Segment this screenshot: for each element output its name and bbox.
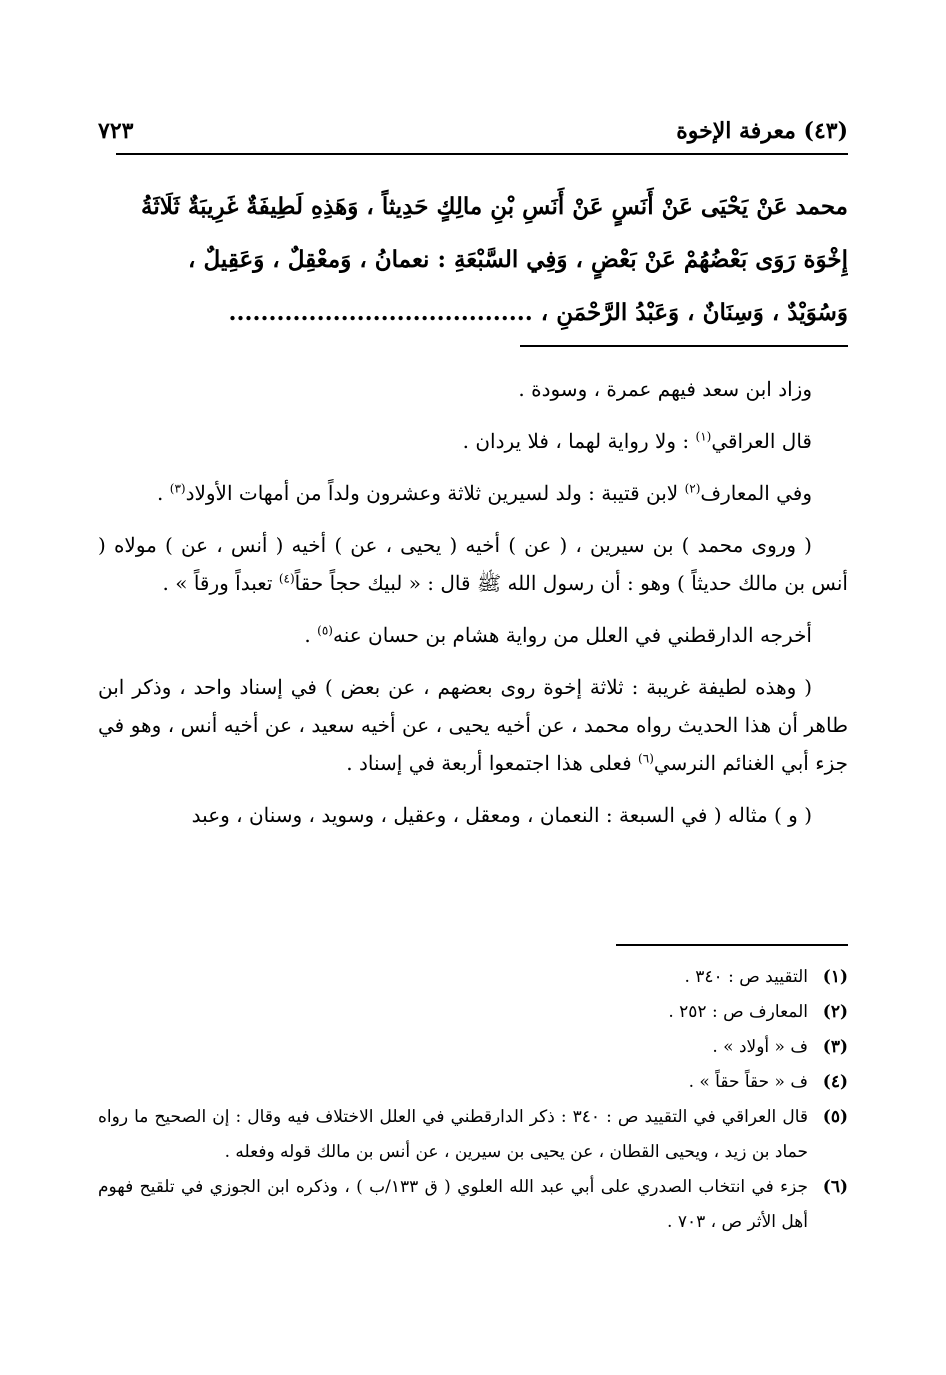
footnote-number: (٥) xyxy=(822,1107,848,1127)
footnote-text: ف « أولاد » . xyxy=(712,1037,808,1057)
text: : ولا رواية لهما ، فلا يردان . xyxy=(462,429,696,453)
page-number: ٧٢٣ xyxy=(98,118,134,144)
matn-line-1: محمد عَنْ يَحْيَى عَنْ أَنَسٍ عَنْ أَنَسِ بْنِ مالِكٍ حَدِيثاً ، وَهَذِهِ لَطِيفَةٌ غَرِيبَةٌ ثَلَاثَةُ xyxy=(140,193,848,220)
footnote-text: قال العراقي في التقييد ص : ٣٤٠ : ذكر الدارقطني في العلل الاختلاف فيه وقال : إن الصحيح ما رواه حماد بن زيد ، ويحيى القطان ، عن يحيى بن سيرين ، عن أنس بن مالك قوله وفعله . xyxy=(98,1107,809,1162)
footnote-text: المعارف ص : ٢٥٢ . xyxy=(668,1002,808,1022)
text: لابن قتيبة : ولد لسيرين ثلاثة وعشرون ولداً من أمهات الأولاد xyxy=(185,481,685,505)
footnote-number: (٦) xyxy=(822,1177,848,1197)
commentary-paragraph-4 xyxy=(98,526,848,602)
commentary-paragraph-3 xyxy=(98,474,848,512)
footnote-5 xyxy=(98,1100,848,1170)
chapter-title: (٤٣) معرفة الإخوة xyxy=(676,118,848,144)
footnote-number: (١) xyxy=(822,967,848,987)
footnote-3 xyxy=(98,1030,848,1065)
footnote-ref: (٣) xyxy=(169,481,186,496)
text: . xyxy=(157,481,170,505)
footnote-text: ف « حقاً حقاً » . xyxy=(688,1072,808,1092)
commentary-text xyxy=(98,370,848,848)
matn-line-3: وَسُوَيْدٌ ، وَسِنَانٌ ، وَعَبْدُ الرَّحْمَنِ ، ...................................... xyxy=(228,299,848,326)
footnote-number: (٣) xyxy=(822,1037,848,1057)
footnote-ref: (٢) xyxy=(684,481,701,496)
text: تعبداً ورقاً » . xyxy=(162,571,279,595)
text: قال العراقي xyxy=(711,429,812,453)
text: وزاد ابن سعد فيهم عمرة ، وسودة . xyxy=(518,377,812,401)
page-header xyxy=(98,118,848,154)
footnote-1 xyxy=(98,960,848,995)
footnote-ref: (١) xyxy=(695,429,712,444)
text: ( وهذه لطيفة غريبة : ثلاثة إخوة روى بعضهم ، عن بعض ) في إسناد واحد ، وذكر ابن طاهر أن هذا الحديث رواه محمد ، عن أخيه يحيى ، عن أخيه سعيد ، عن أخيه أنس ، وهو في جزء أبي الغنائم النرسي xyxy=(98,675,848,775)
text: . xyxy=(304,623,318,647)
footnote-text: جزء في انتخاب الصدري على أبي عبد الله العلوي ( ق ١٣٣/ب ) ، وذكره ابن الجوزي في تلقيح فهوم أهل الأثر ص ، ٧٠٣ . xyxy=(98,1177,808,1232)
matn-line-2: إِخْوَة رَوَى بَعْضُهُمْ عَنْ بَعْضٍ ، وَفِي السَّبْعَةِ : نعمانُ ، وَمعْقِلٌ ، وَعَقِيلٌ ، xyxy=(188,246,848,273)
commentary-paragraph-5 xyxy=(98,616,848,654)
footnote-6 xyxy=(98,1170,848,1240)
footnote-divider xyxy=(616,944,848,946)
commentary-paragraph-1 xyxy=(98,370,848,408)
text: أخرجه الدارقطني في العلل من رواية هشام بن حسان عنه xyxy=(332,623,812,647)
footnote-ref: (٥) xyxy=(317,623,333,638)
footnote-4 xyxy=(98,1065,848,1100)
matn-text xyxy=(98,180,848,339)
text: وفي المعارف xyxy=(700,481,812,505)
matn-divider xyxy=(520,345,848,347)
footnote-number: (٢) xyxy=(822,1002,848,1022)
commentary-paragraph-6 xyxy=(98,668,848,782)
commentary-paragraph-2 xyxy=(98,422,848,460)
commentary-paragraph-7 xyxy=(98,796,848,834)
footnote-number: (٤) xyxy=(822,1072,848,1092)
text: ( وروى محمد ) بن سيرين ، ( عن ) أخيه ( يحيى ، عن ) أخيه ( أنس ، عن ) مولاه ( أنس بن مالك حديثاً ) وهو : أن رسول الله ﷺ قال : « لبيك حجاً حقاً xyxy=(98,533,848,595)
header-divider xyxy=(116,153,848,155)
footnote-2 xyxy=(98,995,848,1030)
footnote-text: التقييد ص : ٣٤٠ . xyxy=(684,967,808,987)
footnote-ref: (٦) xyxy=(638,751,654,766)
footnotes xyxy=(98,960,848,1240)
text: ( و ) مثاله ( في السبعة : النعمان ، ومعقل ، وعقيل ، وسويد ، وسنان ، وعبد xyxy=(191,803,812,827)
footnote-ref: (٤) xyxy=(278,571,295,586)
text: فعلى هذا اجتمعوا أربعة في إسناد . xyxy=(346,751,639,775)
